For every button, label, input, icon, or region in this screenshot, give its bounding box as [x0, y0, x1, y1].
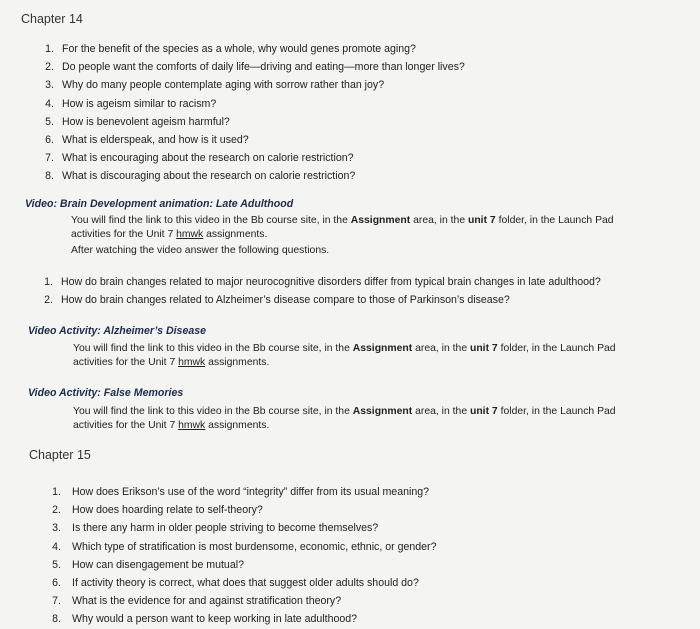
video-alzheimers-heading: Video Activity: Alzheimer’s Disease [28, 325, 207, 337]
chapter-14-title: Chapter 14 [21, 12, 83, 26]
video-brain-development-description: You will find the link to this video in the Bb course site, in the Assignment area, in the unit 7 folder, in the Launch Pad activities for the Unit 7 hmwk assignments. After watching the video answer the following questions. [71, 215, 614, 256]
video-false-memories-description: You will find the link to this video in the Bb course site, in the Assignment area, in the unit 7 folder, in the Launch Pad activities for the Unit 7 hmwk assignments. [73, 406, 616, 431]
list-item: 3. Why do many people contemplate aging with sorrow rather than joy? [45, 79, 385, 92]
chapter-15-question-list [45, 483, 675, 629]
list-item: 2. Do people want the comforts of daily life—driving and eating—more than longer lives? [45, 61, 465, 74]
video-brain-development-question-list [37, 273, 682, 309]
list-item: 4. How is ageism similar to racism? [45, 97, 217, 110]
chapter-14-question-list [38, 40, 678, 186]
chapter-15-title: Chapter 15 [29, 448, 91, 462]
list-item: 1. How does Erikson’s use of the word “integrity” differ from its usual meaning? [52, 486, 430, 498]
list-item: 2. How does hoarding relate to self-theory? [52, 504, 263, 517]
list-item: 6. If activity theory is correct, what does that suggest older adults should do? [52, 576, 419, 589]
list-item: 7. What is the evidence for and against stratification theory? [52, 595, 342, 608]
list-item: 2. How do brain changes related to Alzheimer’s disease compare to those of Parkinson’s disease? [44, 294, 510, 307]
list-item: 1. How do brain changes related to major neurocognitive disorders differ from typical brain changes in late adulthood? [44, 276, 601, 288]
list-item: 1. For the benefit of the species as a whole, why would genes promote aging? [45, 43, 416, 55]
list-item: 8. Why would a person want to keep working in late adulthood? [52, 613, 358, 626]
list-item: 5. How is benevolent ageism harmful? [45, 115, 230, 128]
video-alzheimers-description: You will find the link to this video in the Bb course site, in the Assignment area, in the unit 7 folder, in the Launch Pad activities for the Unit 7 hmwk assignments. [73, 343, 616, 368]
video-false-memories-heading: Video Activity: False Memories [28, 387, 184, 399]
list-item: 3. Is there any harm in older people striving to become themselves? [52, 522, 379, 535]
list-item: 7. What is encouraging about the research on calorie restriction? [45, 152, 354, 165]
list-item: 5. How can disengagement be mutual? [52, 558, 244, 571]
video-brain-development-heading: Video: Brain Development animation: Late Adulthood [25, 198, 294, 210]
list-item: 6. What is elderspeak, and how is it used? [45, 133, 249, 146]
list-item: 4. Which type of stratification is most burdensome, economic, ethnic, or gender? [52, 540, 437, 553]
list-item: 8. What is discouraging about the research on calorie restriction? [45, 170, 356, 183]
